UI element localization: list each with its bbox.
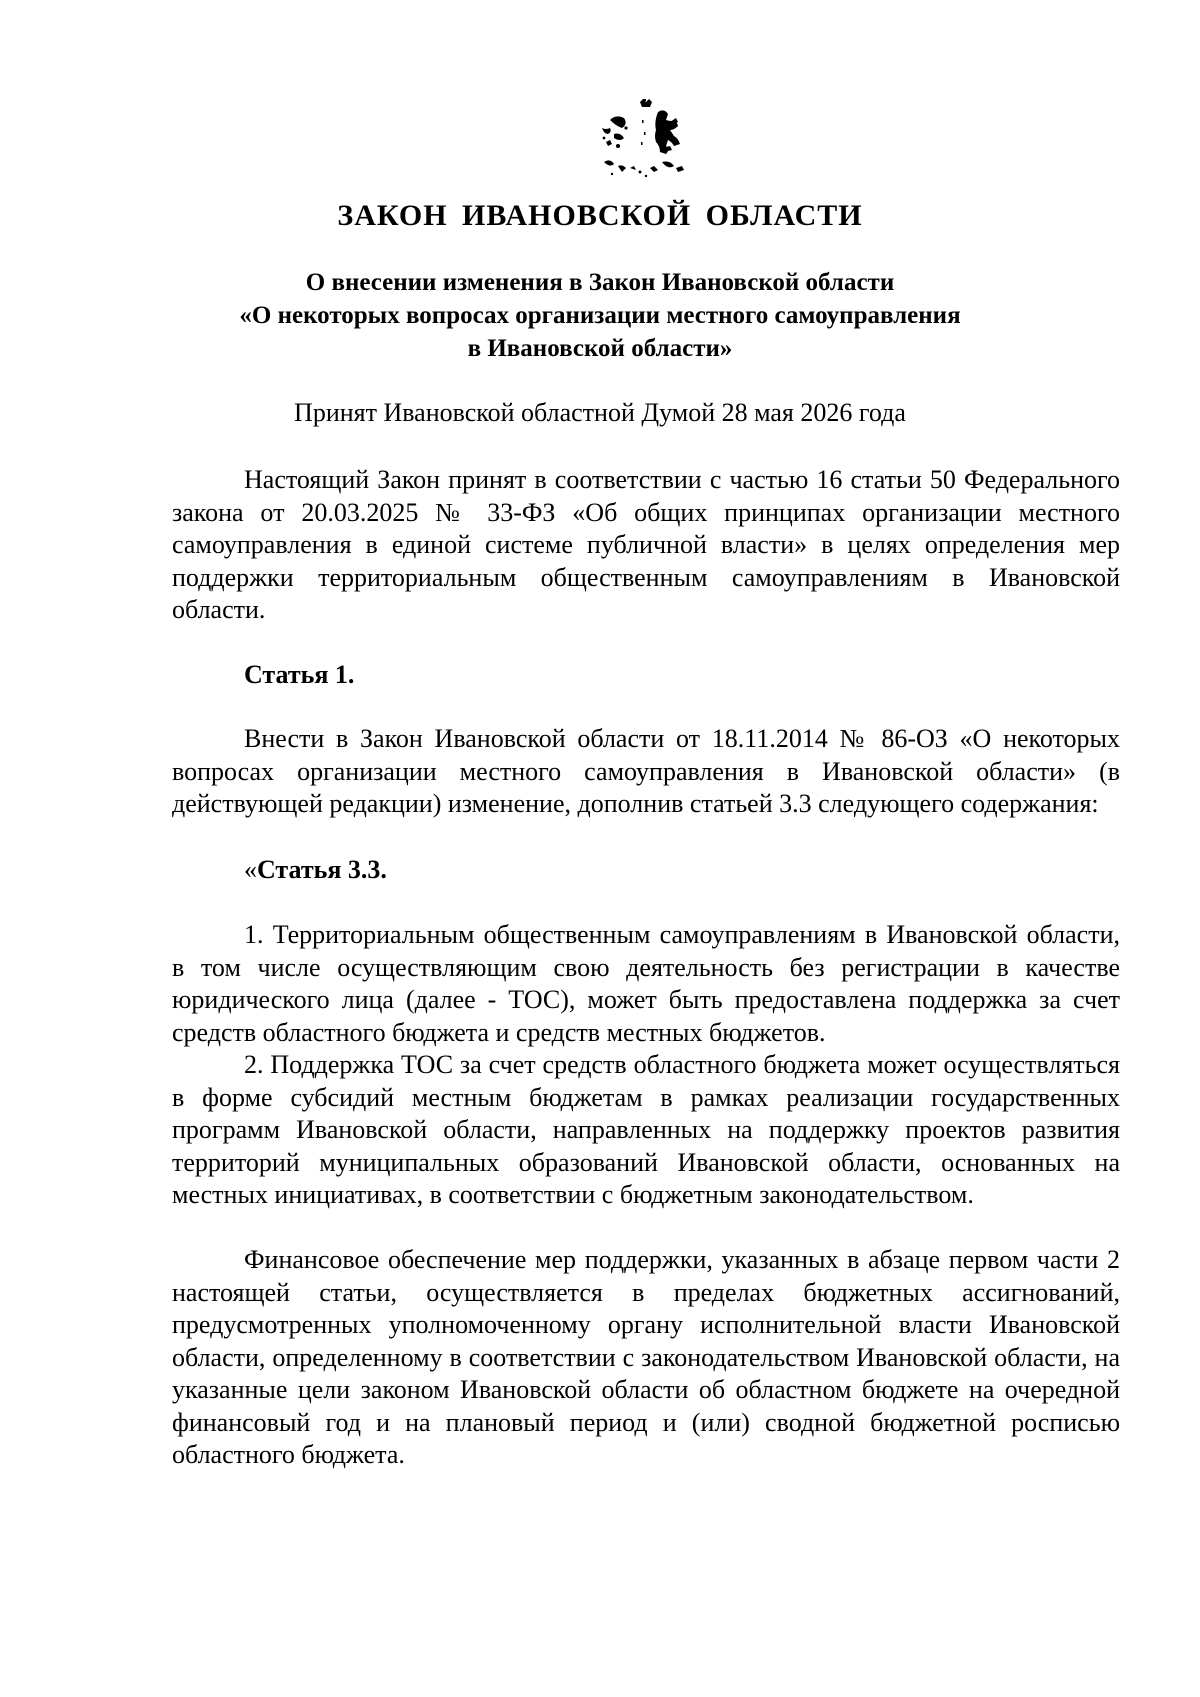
law-title: ЗАКОН ИВАНОВСКОЙ ОБЛАСТИ [337,199,863,232]
paragraph-funding: Финансовое обеспечение мер поддержки, указанных в абзаце первом части 2 настоящей статьи, осуществляется в пределах бюджетных ассигнований, предусмотренных уполномоченному органу исполнительной власти Ивановской области, определенному в соответствии с законодательством Ивановской области, на указанные цели законом Ивановской области об областном бюджете на очередной финансовый год и на плановый период и (или) сводной бюджетной росписью областного бюджета. [172,1245,1120,1469]
article-3-3-title: Статья 3.3. [257,855,387,884]
preamble-paragraph: Настоящий Закон принят в соответствии с частью 16 статьи 50 Федерального закона от 20.03.2025 № 33-ФЗ «Об общих принципах организации местного самоуправления в единой системе публичной власти» в целях определения мер поддержки территориальным общественным самоуправлениям в Ивановской области. [172,465,1120,624]
subtitle-line: «О некоторых вопросах организации местного самоуправления [239,302,961,329]
article-1-text: Внести в Закон Ивановской области от 18.11.2014 № 86-ОЗ «О некоторых вопросах организации местного самоуправления в Ивановской области» (в действующей редакции) изменение, дополнив статьей 3.3 следующего содержания: [172,724,1120,818]
subtitle-line: О внесении изменения в Закон Ивановской области [305,269,895,296]
paragraph-2: 2. Поддержка ТОС за счет средств областного бюджета может осуществляться в форме субсидий местным бюджетам в рамках реализации государственных программ Ивановской области, направленных на поддержку проектов развития территорий муниципальных образований Ивановской области, основанных на местных инициативах, в соответствии с бюджетным законодательством. [172,1050,1120,1209]
article-3-3-heading [244,853,387,887]
article-1-heading: Статья 1. [244,660,355,689]
opening-quote: « [244,855,257,884]
paragraph-1: 1. Территориальным общественным самоуправлениям в Ивановской области, в том числе осуществляющим свою деятельность без регистрации в качестве юридического лица (далее - ТОС), может быть предоставлена поддержка за счет средств областного бюджета и средств местных бюджетов. [172,920,1120,1047]
adoption-date-line: Принят Ивановской областной Думой 28 мая 2026 года [294,398,906,427]
subtitle-line: в Ивановской области» [467,335,733,362]
law-subtitle [150,266,1050,365]
coat-of-arms-emblem-icon [596,98,692,180]
